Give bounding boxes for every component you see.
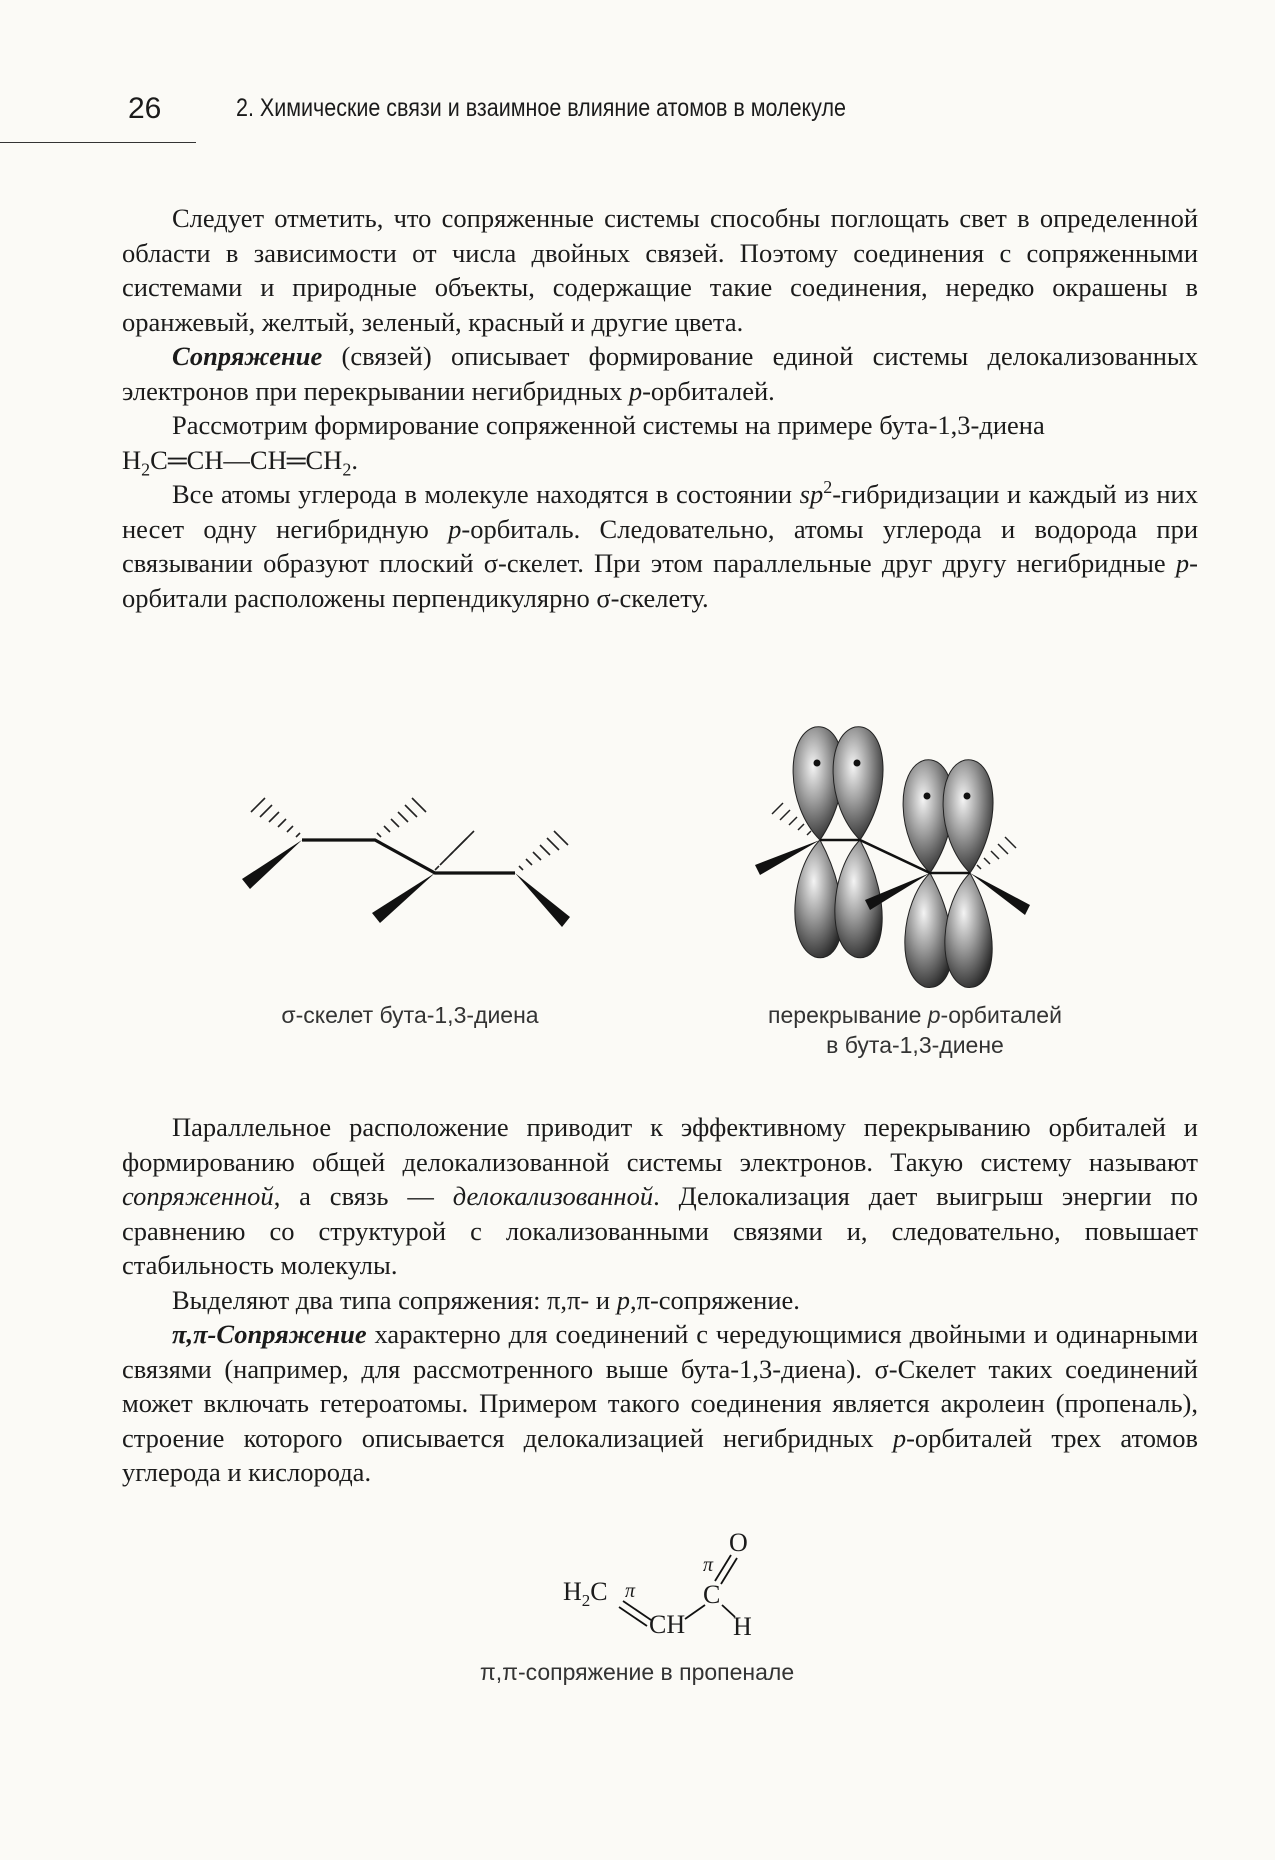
page-header [0, 92, 1275, 152]
sigma-skeleton-figure [230, 785, 590, 965]
atom-h: H [733, 1612, 752, 1641]
acrolein-caption: π,π-сопряжение в пропенале [479, 1659, 795, 1685]
atom-c: C [703, 1580, 721, 1609]
paragraph-4: Все атомы углерода в молекуле находятся в состоянии $sp^2$-гибридизации и каждый из них несет одну негибридную p-орбиталь. Следовательно, атомы углерода и водорода при связывании образуют плоский σ-скелет. При этом параллельные друг другу негибридные p-орбитали расположены перпендикулярно σ-скелету. [122, 477, 1199, 613]
double-bond [721, 1558, 737, 1584]
paragraph-6: Выделяют два типа сопряжения: π,π- и p,π-сопряжение. [172, 1284, 800, 1315]
page-number: 26 [128, 92, 162, 125]
text-block-bottom [122, 1110, 1198, 1490]
single-bond [685, 1605, 705, 1619]
pi-label: π [703, 1554, 714, 1576]
sigma-backbone [302, 840, 515, 873]
running-title: 2. Химические связи и взаимное влияние атомов в молекуле [236, 94, 846, 122]
atom-o: O [729, 1528, 748, 1557]
paragraph-7: π,π-Сопряжение характерно для соединений с чередующимися двойными и одинарными связями (например, для рассмотренного выше бута-1,3-диена). σ-Скелет таких соединений может включать гетероатомы. Примером такого соединения является акролеин (пропеналь), строение которого описывается делокализацией негибридных p-орбиталей трех атомов углерода и кислорода. [122, 1319, 1198, 1487]
acrolein-structure [545, 1525, 785, 1641]
p-orbital-lobe [833, 727, 883, 840]
atom-h2c: $H_2C$ [563, 1577, 608, 1610]
right-caption-line-2: в бута-1,3-диене [826, 1032, 1004, 1058]
text-block-top [122, 201, 1198, 615]
right-caption-line-1: перекрывание p-орбиталей [768, 1002, 1062, 1028]
wedge-bond [515, 873, 570, 927]
butadiene-formula: $H_2C═CH—CH═CH_2$. [122, 444, 358, 479]
paragraph-1: Следует отметить, что сопряженные системы способны поглощать свет в определенной области в зависимости от числа двойных связей. Поэтому соединения с сопряженными системами и природные объекты, содержащие такие соединения, нередко окрашены в оранжевый, желтый, зеленый, красный и другие цвета. [122, 203, 1198, 337]
paragraph-3: Рассмотрим формирование сопряженной системы на примере бута-1,3-диена [172, 410, 1045, 440]
double-bond [619, 1607, 647, 1626]
wedge-bond [372, 873, 435, 923]
header-rule [0, 142, 196, 143]
term-pi-pi-conjugation: π,π-Сопряжение [172, 1319, 367, 1349]
term-conjugated: сопряженной [122, 1181, 274, 1211]
term-conjugation: Сопряжение [172, 341, 323, 371]
p-orbital-lobe [945, 873, 992, 987]
term-delocalized: делокализованной [452, 1181, 654, 1211]
double-bond [623, 1601, 651, 1620]
wedge-bond [242, 840, 302, 889]
pi-label: π [625, 1580, 636, 1602]
left-figure-caption: σ-скелет бута-1,3-диена [281, 1002, 539, 1028]
orbital-overlap-figure [745, 725, 1055, 990]
atom-ch: CH [649, 1610, 686, 1639]
double-bond [715, 1555, 731, 1581]
p-orbital-lobe [943, 760, 993, 873]
paragraph-5: Параллельное расположение приводит к эффективному перекрыванию орбиталей и формированию общей делокализованной системы электронов. Такую систему называют сопряженной, а связь — делокализованной. Делокализация дает выигрыш энергии по сравнению со структурой с локализованными связями и, следовательно, повышает стабильность молекулы. [122, 1112, 1198, 1280]
paragraph-2: Сопряжение (связей) описывает формирование единой системы делокализованных электронов при перекрывании негибридных p-орбиталей. [122, 341, 1198, 406]
right-figure-caption [745, 1000, 1085, 1060]
